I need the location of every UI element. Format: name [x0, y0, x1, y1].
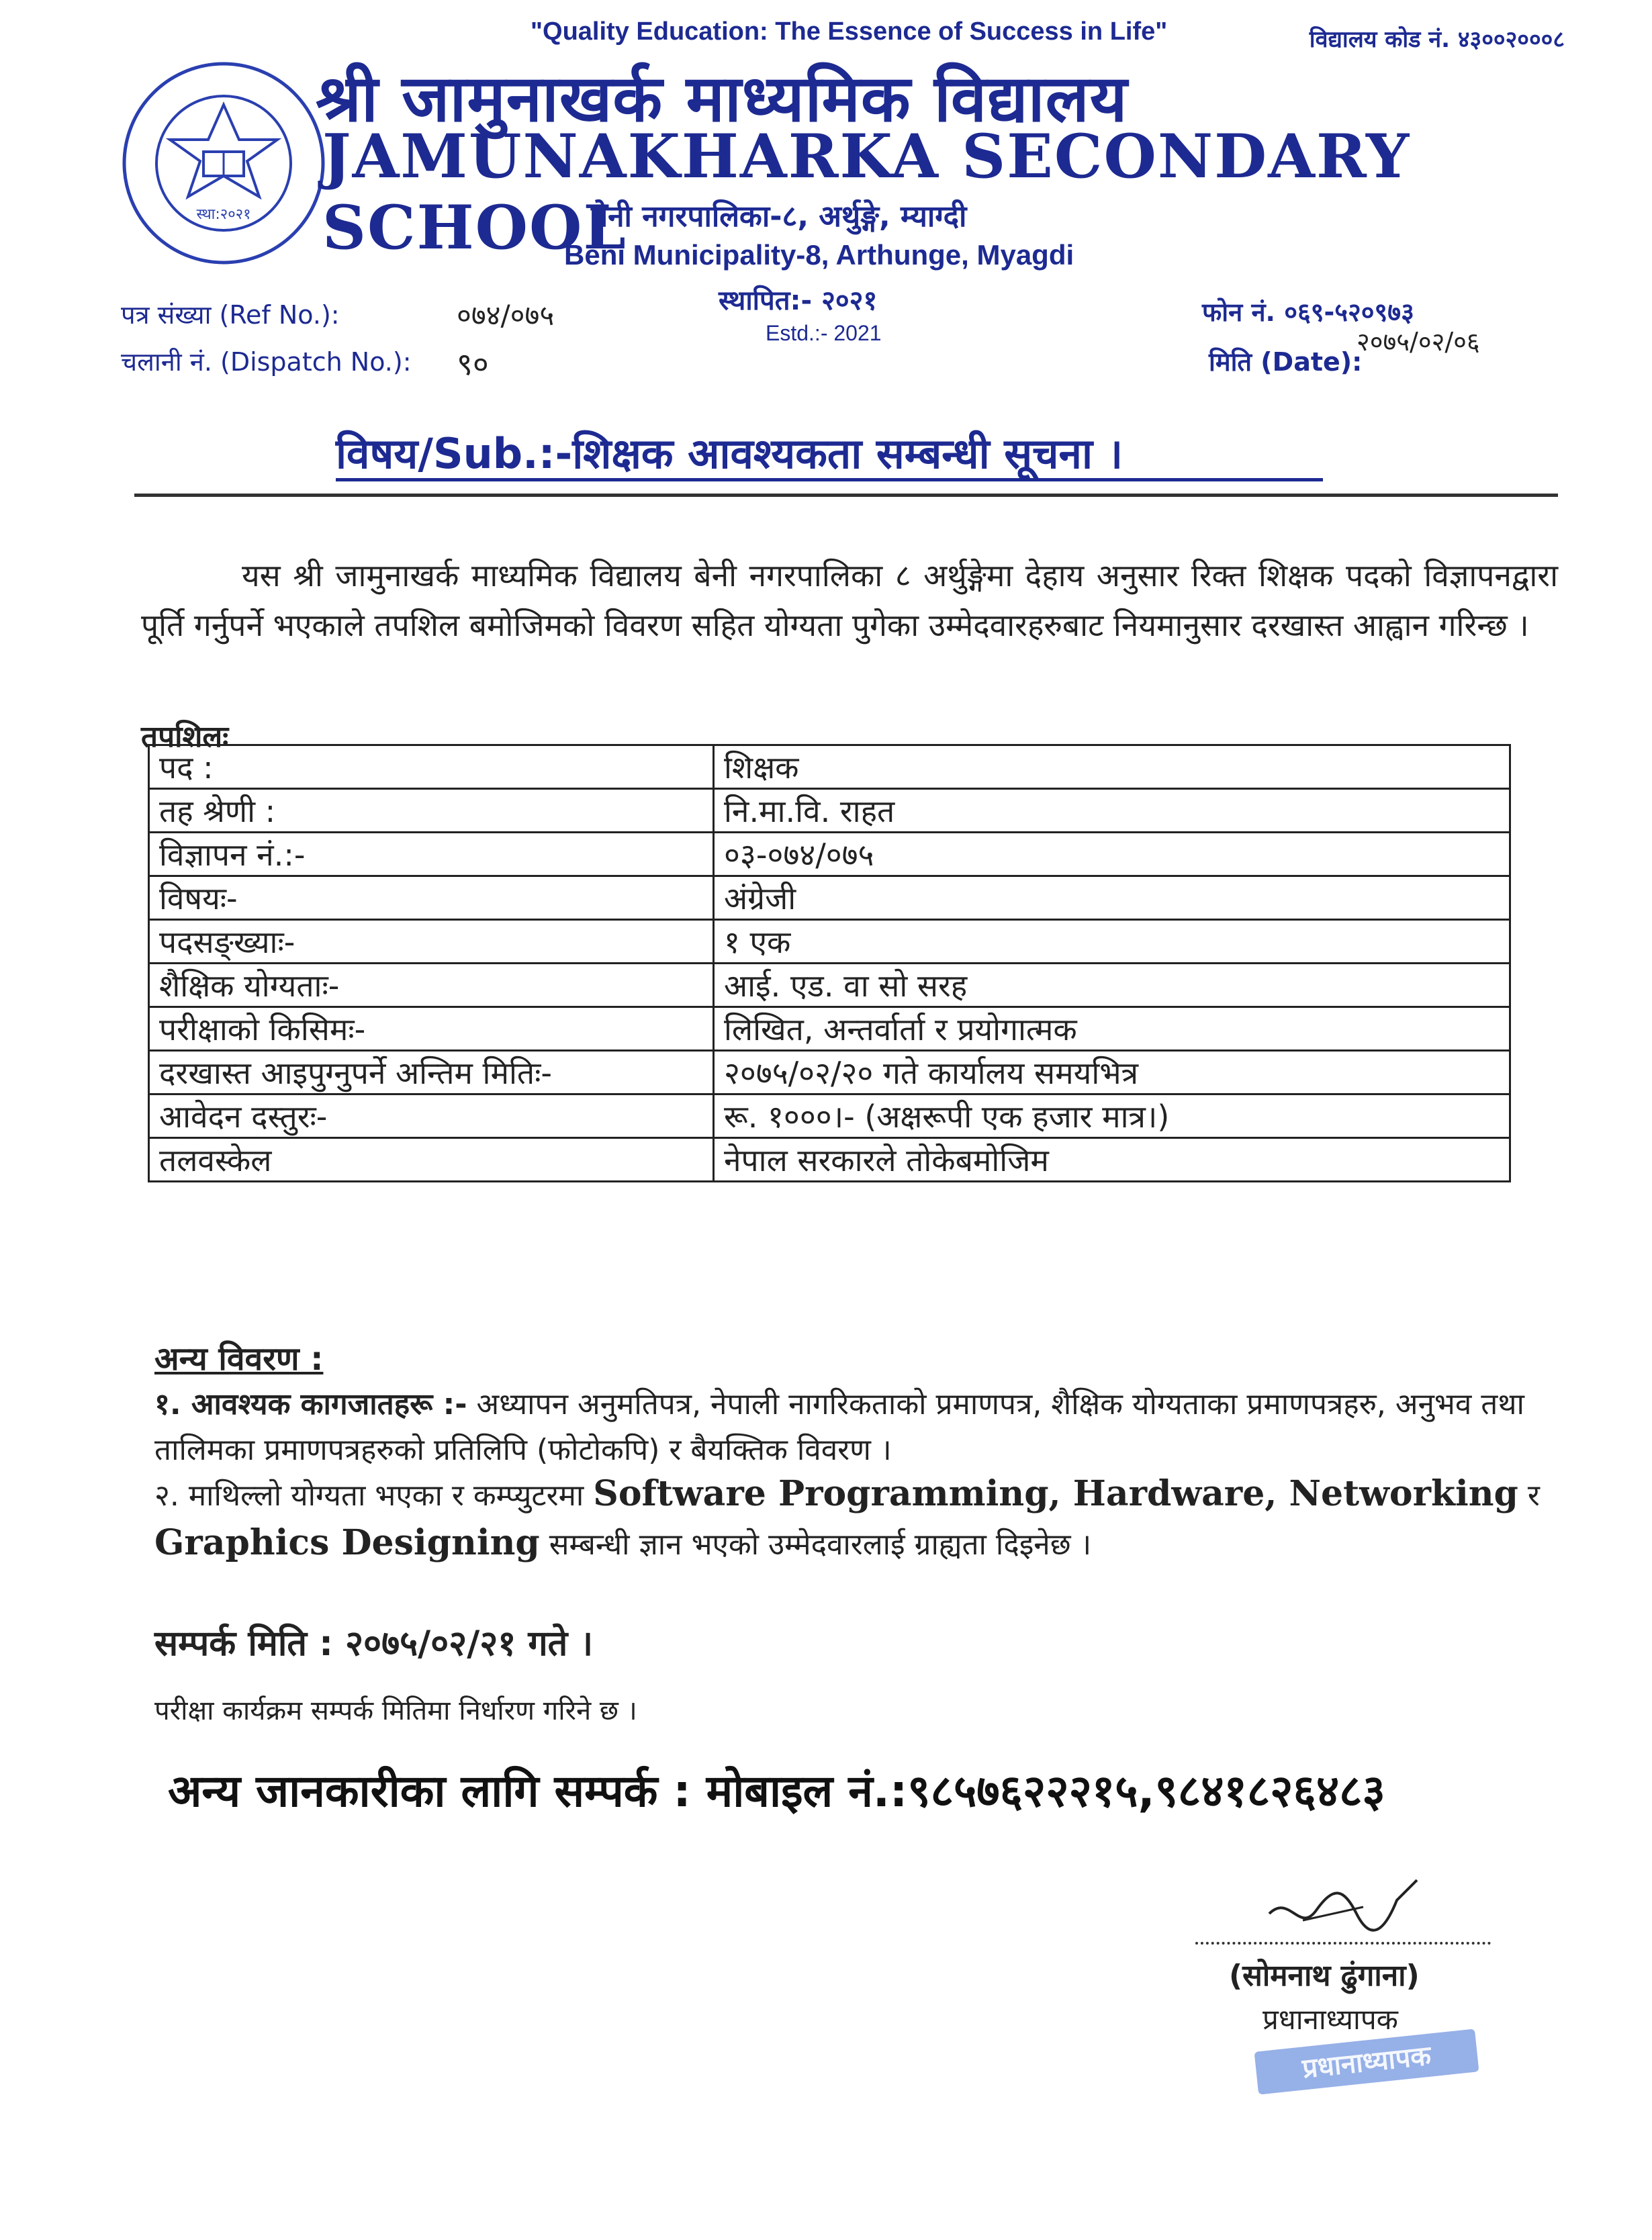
phone-number: फोन नं. ०६९-५२०९७३ [1202, 297, 1414, 327]
school-name-english: JAMUNAKHARKA SECONDARY SCHOOL [322, 121, 1411, 263]
exam-schedule-note: परीक्षा कार्यक्रम सम्पर्क मितिमा निर्धारण गरिने छ । [154, 1695, 637, 1726]
dispatch-no-value: ९० [457, 346, 489, 382]
row-value: ०३-०७४/०७५ [714, 833, 1510, 876]
row-label: शैक्षिक योग्यताः- [149, 964, 714, 1007]
dispatch-no-label: चलानी नं. (Dispatch No.): [121, 347, 412, 377]
table-row [149, 1051, 1510, 1094]
table-row [149, 1138, 1510, 1182]
date-label: मिति (Date): [1209, 347, 1363, 377]
signature-icon [1263, 1873, 1424, 1947]
row-value: अंग्रेजी [714, 876, 1510, 920]
row-value: नेपाल सरकारले तोकेबमोजिम [714, 1138, 1510, 1182]
table-row [149, 964, 1510, 1007]
item2-skills-a: Software Programming, Hardware, Networking [593, 1473, 1518, 1514]
established-english: Estd.:- 2021 [766, 321, 882, 345]
contact-mobile-numbers: अन्य जानकारीका लागि सम्पर्क : मोबाइल नं.:९८५७६२२२१५,९८४१८२६४८३ [168, 1765, 1385, 1817]
computer-skills-item [154, 1471, 1585, 1569]
school-name-nepali: श्री जामुनाखर्क माध्यमिक विद्यालय [316, 61, 1128, 136]
row-label: दरखास्त आइपुग्नुपर्ने अन्तिम मितिः- [149, 1051, 714, 1094]
row-value: शिक्षक [714, 745, 1510, 789]
subject-line: विषय/Sub.:-शिक्षक आवश्यकता सम्बन्धी सूचना । [336, 429, 1123, 478]
date-value: २०७५/०२/०६ [1357, 327, 1480, 357]
item2-and: र [1527, 1479, 1540, 1513]
row-value: रू. १०००।- (अक्षरूपी एक हजार मात्र।) [714, 1094, 1510, 1138]
intro-paragraph: यस श्री जामुनाखर्क माध्यमिक विद्यालय बेनी नगरपालिका ८ अर्थुङ्गेमा देहाय अनुसार रिक्त शिक्षक पदको विज्ञापनद्वारा पूर्ति गर्नुपर्ने भएकाले तपशिल बमोजिमको विवरण सहित योग्यता पुगेका उम्मेदवारहरुबाट नियमानुसार दरखास्त आह्वान गरिन्छ । [141, 557, 1558, 643]
school-seal-icon [120, 59, 328, 267]
table-row [149, 833, 1510, 876]
ref-no-label: पत्र संख्या (Ref No.): [121, 300, 340, 330]
svg-text:प्रधानाध्यापक: प्रधानाध्यापक [1301, 2040, 1433, 2085]
item2-skills-b: Graphics Designing [154, 1522, 540, 1563]
vacancy-details-table [148, 744, 1511, 1182]
item2-tail: सम्बन्धी ज्ञान भएको उम्मेदवारलाई ग्राह्यता दिइनेछ । [549, 1528, 1092, 1562]
row-value: १ एक [714, 920, 1510, 964]
official-stamp-icon [1249, 2028, 1491, 2095]
item1-lead: १. आवश्यक कागजातहरू :- [154, 1387, 467, 1421]
row-label: विषयः- [149, 876, 714, 920]
established-nepali: स्थापित:- २०२१ [719, 285, 878, 316]
header-divider [134, 494, 1558, 497]
table-row [149, 876, 1510, 920]
item2-lead: २. माथिल्लो योग्यता भएका र कम्प्युटरमा [154, 1479, 584, 1513]
details-label: तपशिलः [141, 720, 229, 754]
signatory-title: प्रधानाध्यापक [1263, 2003, 1398, 2036]
row-value: नि.मा.वि. राहत [714, 789, 1510, 833]
row-label: तलवस्केल [149, 1138, 714, 1182]
item1-text: अध्यापन अनुमतिपत्र, नेपाली नागरिकताको प्रमाणपत्र, शैक्षिक योग्यताका प्रमाणपत्रहरु, अनुभव तथा तालिमका प्रमाणपत्रहरुको प्रतिलिपि (फोटोकपि) र बैयक्तिक विवरण । [154, 1387, 1524, 1467]
table-row [149, 920, 1510, 964]
signatory-name: (सोमनाथ ढुंगाना) [1229, 1959, 1420, 1993]
row-label: आवेदन दस्तुरः- [149, 1094, 714, 1138]
row-value: २०७५/०२/२० गते कार्यालय समयभित्र [714, 1051, 1510, 1094]
contact-date: सम्पर्क मिति : २०७५/०२/२१ गते । [154, 1624, 594, 1664]
row-value: लिखित, अन्तर्वार्ता र प्रयोगात्मक [714, 1007, 1510, 1051]
row-label: तह श्रेणी : [149, 789, 714, 833]
address-nepali: बेनी नगरपालिका-८, अर्थुङ्गे, म्याग्दी [591, 199, 967, 234]
table-row [149, 745, 1510, 789]
row-value: आई. एड. वा सो सरह [714, 964, 1510, 1007]
address-english: Beni Municipality-8, Arthunge, Myagdi [564, 239, 1074, 271]
signature-line [1195, 1942, 1491, 1945]
row-label: परीक्षाको किसिमः- [149, 1007, 714, 1051]
svg-text:स्था:२०२१: स्था:२०२१ [196, 206, 251, 223]
row-label: विज्ञापन नं.:- [149, 833, 714, 876]
table-row [149, 789, 1510, 833]
other-details-title: अन्य विवरण : [154, 1340, 324, 1378]
subject-underline [336, 478, 1323, 481]
school-code: विद्यालय कोड नं. ४३००२०००८ [1309, 26, 1565, 53]
row-label: पद : [149, 745, 714, 789]
table-row [149, 1007, 1510, 1051]
table-row [149, 1094, 1510, 1138]
ref-no-value: ०७४/०७५ [457, 299, 555, 332]
row-label: पदसङ्ख्याः- [149, 920, 714, 964]
school-motto: "Quality Education: The Essence of Success in Life" [531, 17, 1168, 46]
required-documents-item [154, 1382, 1585, 1473]
